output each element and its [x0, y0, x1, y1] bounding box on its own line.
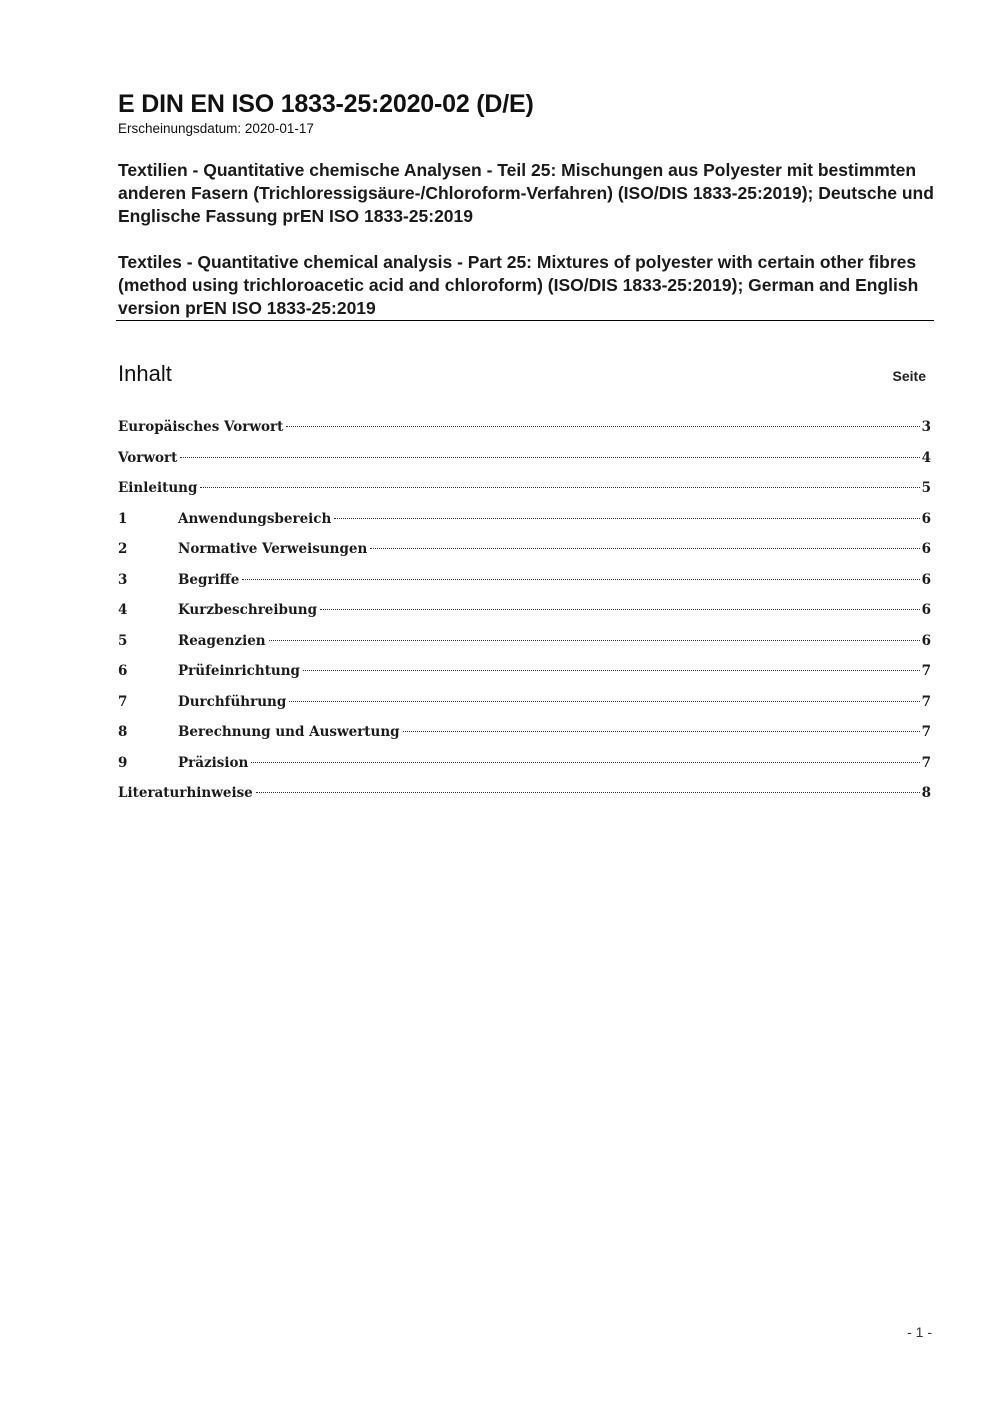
toc-leader-dots [242, 579, 919, 580]
toc-entry-label: Reagenzien [178, 632, 266, 649]
toc-entry-page: 6 [921, 602, 931, 618]
toc-entry-page: 6 [921, 510, 931, 527]
toc-leader-dots [251, 762, 919, 763]
title-german: Textilien - Quantitative chemische Analysen - Teil 25: Mischungen aus Polyester mit bestimmten anderen Fasern (Trichloressigsäure-/Chloroform-Verfahren) (ISO/DIS 1833-25:2019); Deutsche und Englische Fassung prEN ISO 1833-25:2019 [118, 160, 934, 226]
toc-entry-number: 5 [118, 632, 128, 649]
toc-entry-normative-verweisungen[interactable] [118, 537, 931, 568]
toc-leader-dots [286, 426, 919, 427]
publication-date: Erscheinungsdatum: 2020-01-17 [118, 121, 314, 136]
toc-entry-europaeisches-vorwort[interactable] [118, 415, 931, 446]
toc-entry-pruefeinrichtung[interactable] [118, 659, 931, 690]
toc-leader-dots [180, 457, 919, 458]
toc-entry-label: Europäisches Vorwort [118, 419, 284, 435]
toc-entry-literaturhinweise[interactable] [118, 781, 931, 812]
toc-page-column-label: Seite [892, 368, 926, 384]
toc-entry-page: 3 [921, 419, 931, 435]
toc-entry-page: 4 [921, 449, 931, 466]
toc-entry-anwendungsbereich[interactable] [118, 507, 931, 538]
toc-entry-page: 7 [921, 724, 931, 740]
document-id: E DIN EN ISO 1833-25:2020-02 (D/E) [118, 90, 534, 118]
toc-heading: Inhalt [118, 361, 172, 386]
toc-leader-dots [403, 731, 920, 732]
toc-entry-number: 2 [118, 541, 128, 557]
toc-entry-einleitung[interactable] [118, 476, 931, 507]
toc-leader-dots [370, 548, 919, 549]
toc-leader-dots [289, 701, 919, 702]
toc-entry-page: 7 [921, 754, 931, 771]
toc-leader-dots [320, 609, 920, 610]
toc-entry-label: Begriffe [178, 571, 240, 588]
toc-leader-dots [269, 640, 920, 641]
toc-entry-label: Einleitung [118, 480, 198, 496]
title-english: Textiles - Quantitative chemical analysis - Part 25: Mixtures of polyester with certain other fibres (method using trichloroacetic acid and chloroform) (ISO/DIS 1833-25:2019); German and English version prEN ISO 1833-25:2019 [118, 252, 919, 318]
toc-entry-page: 7 [921, 663, 931, 679]
toc-entry-label: Durchführung [178, 693, 287, 710]
toc-entry-page: 5 [921, 480, 931, 496]
toc-entry-label: Anwendungsbereich [178, 510, 332, 527]
table-of-contents [118, 415, 931, 812]
toc-entry-vorwort[interactable] [118, 446, 931, 477]
toc-entry-number: 8 [118, 724, 128, 740]
toc-entry-number: 4 [118, 602, 128, 618]
toc-entry-number: 3 [118, 571, 128, 588]
toc-entry-page: 8 [921, 785, 931, 801]
toc-entry-praezision[interactable] [118, 751, 931, 782]
toc-entry-berechnung-und-auswertung[interactable] [118, 720, 931, 751]
toc-leader-dots [256, 792, 920, 793]
toc-entry-number: 1 [118, 510, 128, 527]
toc-entry-label: Berechnung und Auswertung [178, 724, 400, 740]
toc-leader-dots [200, 487, 919, 488]
toc-entry-number: 6 [118, 663, 128, 679]
toc-leader-dots [303, 670, 920, 671]
title-divider [116, 320, 934, 321]
toc-entry-label: Normative Verweisungen [178, 541, 368, 557]
toc-entry-kurzbeschreibung[interactable] [118, 598, 931, 629]
toc-entry-number: 9 [118, 754, 128, 771]
toc-entry-reagenzien[interactable] [118, 629, 931, 660]
toc-entry-label: Prüfeinrichtung [178, 663, 301, 679]
toc-entry-page: 6 [921, 632, 931, 649]
toc-entry-number: 7 [118, 693, 128, 710]
toc-entry-label: Kurzbeschreibung [178, 602, 318, 618]
page-number: - 1 - [907, 1324, 932, 1340]
toc-leader-dots [334, 518, 919, 519]
toc-entry-page: 7 [921, 693, 931, 710]
toc-entry-label: Vorwort [118, 449, 178, 466]
toc-entry-label: Präzision [178, 754, 249, 771]
toc-entry-page: 6 [921, 571, 931, 588]
toc-entry-label: Literaturhinweise [118, 785, 253, 801]
toc-entry-begriffe[interactable] [118, 568, 931, 599]
toc-entry-page: 6 [921, 541, 931, 557]
toc-entry-durchfuehrung[interactable] [118, 690, 931, 721]
